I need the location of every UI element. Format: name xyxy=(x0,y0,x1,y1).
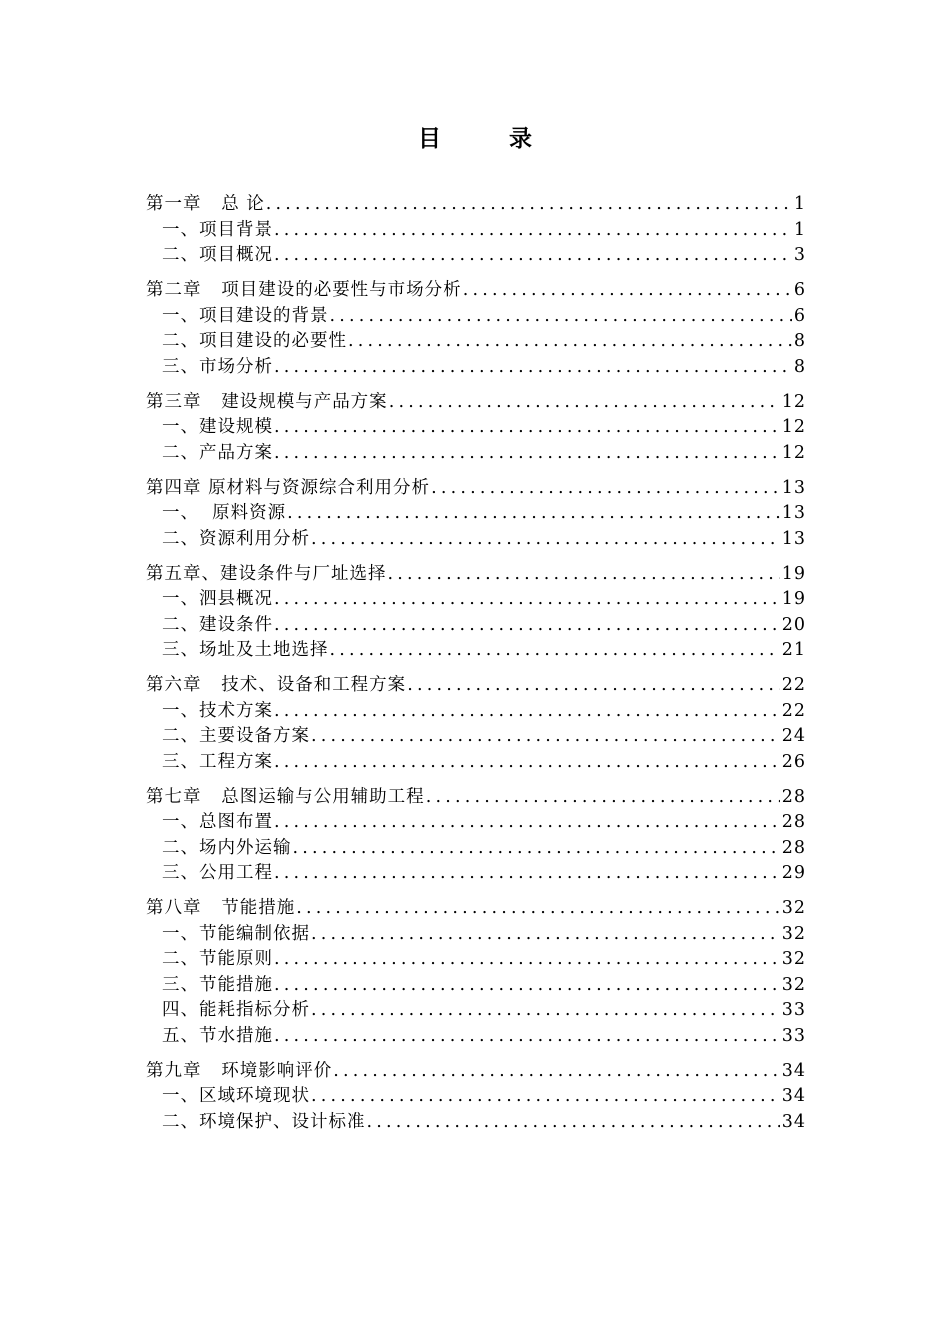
toc-section-entry[interactable] xyxy=(146,1110,806,1136)
toc-entry-label: 三、工程方案 xyxy=(162,751,273,772)
toc-page-number: 19 xyxy=(781,563,806,584)
toc-section-entry[interactable] xyxy=(146,973,806,999)
toc-dot-leader xyxy=(274,587,780,613)
toc-chapter-entry[interactable] xyxy=(146,785,806,811)
page-title: 目 录 xyxy=(417,125,562,152)
toc-entry-label: 第一章 总 论 xyxy=(146,194,265,214)
toc-dot-leader xyxy=(367,1110,780,1136)
toc-dot-leader xyxy=(311,527,780,553)
toc-dot-leader xyxy=(463,278,792,304)
toc-entry-label: 二、产品方案 xyxy=(162,442,273,463)
toc-section-entry[interactable] xyxy=(146,1024,806,1050)
toc-chapter-entry[interactable] xyxy=(146,896,806,922)
toc-section-entry[interactable] xyxy=(146,527,806,553)
toc-chapter-entry[interactable] xyxy=(146,192,806,218)
toc-dot-leader xyxy=(274,750,780,776)
toc-entry-label: 二、主要设备方案 xyxy=(162,726,310,746)
toc-chapter-entry[interactable] xyxy=(146,278,806,304)
toc-page-number: 33 xyxy=(781,1025,806,1046)
toc-entry-label: 第二章 项目建设的必要性与市场分析 xyxy=(146,280,462,300)
toc-page-number: 34 xyxy=(781,1111,806,1132)
toc-entry-label: 三、场址及土地选择 xyxy=(162,640,329,660)
toc-page-number: 34 xyxy=(781,1086,806,1106)
toc-page-number: 13 xyxy=(781,477,806,498)
toc-entry-label: 二、环境保护、设计标准 xyxy=(162,1111,366,1132)
toc-section-entry[interactable] xyxy=(146,587,806,613)
toc-chapter-entry[interactable] xyxy=(146,1059,806,1085)
toc-section-entry[interactable] xyxy=(146,861,806,887)
toc-page-number: 21 xyxy=(781,640,806,660)
toc-page-number: 22 xyxy=(781,675,806,695)
toc-page-number: 34 xyxy=(781,1060,806,1081)
toc-page-number: 20 xyxy=(781,614,806,635)
toc-section-entry[interactable] xyxy=(146,1084,806,1110)
toc-dot-leader xyxy=(274,1024,780,1050)
toc-chapter-entry[interactable] xyxy=(146,476,806,502)
toc-dot-leader xyxy=(311,922,780,948)
toc-dot-leader xyxy=(348,329,792,355)
toc-entry-label: 第九章 环境影响评价 xyxy=(146,1060,333,1081)
toc-dot-leader xyxy=(274,613,780,639)
toc-dot-leader xyxy=(330,304,792,330)
toc-entry-label: 第八章 节能措施 xyxy=(146,898,296,918)
toc-page-number: 1 xyxy=(793,219,806,240)
toc-entry-label: 二、项目建设的必要性 xyxy=(162,331,347,351)
toc-page-number: 19 xyxy=(781,589,806,609)
toc-chapter-entry[interactable] xyxy=(146,390,806,416)
toc-section-entry[interactable] xyxy=(146,750,806,776)
toc-entry-label: 二、资源利用分析 xyxy=(162,528,310,549)
toc-dot-leader xyxy=(431,476,780,502)
toc-page-number: 24 xyxy=(781,726,806,746)
toc-page-number: 8 xyxy=(793,356,806,377)
toc-page-number: 13 xyxy=(781,503,806,523)
toc-entry-label: 第五章、建设条件与厂址选择 xyxy=(146,563,387,584)
toc-page-number: 13 xyxy=(781,528,806,549)
toc-page-number: 32 xyxy=(781,974,806,995)
toc-entry-label: 一、项目背景 xyxy=(162,219,273,240)
toc-section-entry[interactable] xyxy=(146,501,806,527)
toc-section-entry[interactable] xyxy=(146,218,806,244)
toc-entry-label: 第三章 建设规模与产品方案 xyxy=(146,391,388,412)
toc-dot-leader xyxy=(311,1084,780,1110)
toc-entry-label: 第四章 原材料与资源综合利用分析 xyxy=(146,477,431,498)
toc-dot-leader xyxy=(274,699,780,725)
toc-dot-leader xyxy=(274,355,792,381)
toc-dot-leader xyxy=(407,673,780,699)
toc-chapter-entry[interactable] xyxy=(146,673,806,699)
toc-section-entry[interactable] xyxy=(146,329,806,355)
toc-page-number: 28 xyxy=(781,837,806,858)
toc-dot-leader xyxy=(296,896,780,922)
toc-entry-label: 一、泗县概况 xyxy=(162,589,273,609)
toc-page-number: 22 xyxy=(781,700,806,721)
toc-entry-label: 三、节能措施 xyxy=(162,974,273,995)
toc-dot-leader xyxy=(274,810,780,836)
table-of-contents xyxy=(146,192,806,1135)
toc-entry-label: 一、技术方案 xyxy=(162,700,273,721)
toc-page-number: 28 xyxy=(781,812,806,832)
toc-page-number: 1 xyxy=(793,194,806,214)
toc-dot-leader xyxy=(426,785,780,811)
toc-page-number: 3 xyxy=(793,245,806,265)
toc-entry-label: 第七章 总图运输与公用辅助工程 xyxy=(146,786,425,807)
toc-entry-label: 四、能耗指标分析 xyxy=(162,1000,310,1020)
toc-dot-leader xyxy=(274,243,792,269)
toc-page-number: 26 xyxy=(781,751,806,772)
toc-section-entry[interactable] xyxy=(146,243,806,269)
toc-page-number: 29 xyxy=(781,863,806,883)
toc-entry-label: 二、节能原则 xyxy=(162,949,273,969)
toc-section-entry[interactable] xyxy=(146,613,806,639)
toc-page-number: 32 xyxy=(781,898,806,918)
toc-page-number: 32 xyxy=(781,949,806,969)
toc-section-entry[interactable] xyxy=(146,947,806,973)
toc-section-entry[interactable] xyxy=(146,998,806,1024)
toc-entry-label: 二、场内外运输 xyxy=(162,837,292,858)
toc-dot-leader xyxy=(266,192,792,218)
toc-page-number: 12 xyxy=(781,391,806,412)
toc-section-entry[interactable] xyxy=(146,836,806,862)
toc-entry-label: 一、建设规模 xyxy=(162,417,273,437)
toc-entry-label: 一、项目建设的背景 xyxy=(162,305,329,326)
toc-dot-leader xyxy=(311,998,780,1024)
toc-page-number: 28 xyxy=(781,786,806,807)
toc-entry-label: 一、总图布置 xyxy=(162,812,273,832)
toc-section-entry[interactable] xyxy=(146,922,806,948)
toc-dot-leader xyxy=(311,724,780,750)
toc-dot-leader xyxy=(333,1059,780,1085)
toc-entry-label: 三、市场分析 xyxy=(162,356,273,377)
toc-dot-leader xyxy=(287,501,780,527)
toc-chapter-entry[interactable] xyxy=(146,562,806,588)
toc-section-entry[interactable] xyxy=(146,810,806,836)
toc-entry-label: 二、建设条件 xyxy=(162,614,273,635)
toc-entry-label: 三、公用工程 xyxy=(162,863,273,883)
toc-entry-label: 五、节水措施 xyxy=(162,1025,273,1046)
toc-dot-leader xyxy=(293,836,780,862)
toc-dot-leader xyxy=(274,218,792,244)
toc-page-number: 32 xyxy=(781,923,806,944)
toc-section-entry[interactable] xyxy=(146,355,806,381)
toc-dot-leader xyxy=(388,562,780,588)
toc-dot-leader xyxy=(274,861,780,887)
toc-entry-label: 一、 原料资源 xyxy=(162,503,287,523)
toc-dot-leader xyxy=(330,638,780,664)
toc-section-entry[interactable] xyxy=(146,304,806,330)
toc-page-number: 12 xyxy=(781,442,806,463)
toc-dot-leader xyxy=(274,973,780,999)
toc-page-number: 6 xyxy=(793,280,806,300)
toc-page-number: 6 xyxy=(793,305,806,326)
toc-dot-leader xyxy=(389,390,780,416)
toc-dot-leader xyxy=(274,947,780,973)
toc-section-entry[interactable] xyxy=(146,638,806,664)
toc-page-number: 8 xyxy=(793,331,806,351)
toc-dot-leader xyxy=(274,415,780,441)
toc-section-entry[interactable] xyxy=(146,415,806,441)
toc-entry-label: 一、节能编制依据 xyxy=(162,923,310,944)
toc-entry-label: 第六章 技术、设备和工程方案 xyxy=(146,675,407,695)
toc-page-number: 12 xyxy=(781,417,806,437)
toc-dot-leader xyxy=(274,441,780,467)
toc-page-number: 33 xyxy=(781,1000,806,1020)
toc-entry-label: 二、项目概况 xyxy=(162,245,273,265)
toc-section-entry[interactable] xyxy=(146,441,806,467)
toc-section-entry[interactable] xyxy=(146,724,806,750)
toc-entry-label: 一、区域环境现状 xyxy=(162,1086,310,1106)
toc-section-entry[interactable] xyxy=(146,699,806,725)
